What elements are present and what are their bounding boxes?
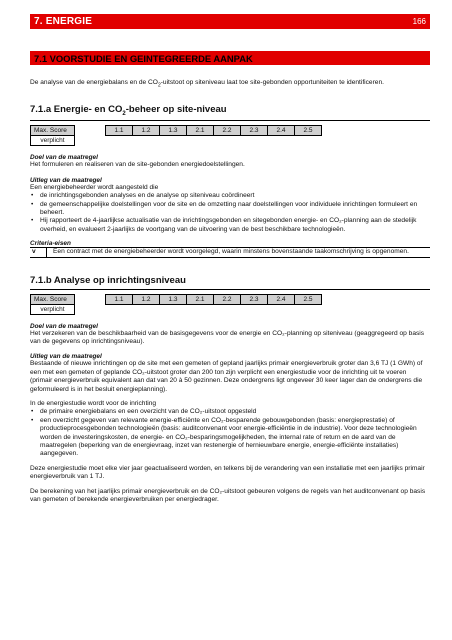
page-number: 166: [412, 17, 426, 26]
doel-label-a: Doel van de maatregel: [30, 154, 98, 162]
code-cell: 2.4: [268, 294, 295, 305]
section-header: [30, 51, 430, 65]
berekening-paragraph: De berekening van het jaarlijks primair energieverbruik en de CO₂-uitstoot gebeuren volgens de regels van het auditconvenant op basis van gemeten of berekende energieverbruiken per energiedrager.: [30, 487, 426, 504]
code-cell: 2.2: [214, 125, 241, 136]
doel-text-b: Het verzekeren van de beschikbaarheid van de basisgegevens voor de energie en CO₂-planning op siteniveau (geaggregeerd op basis van de gegevens op inrichtingsniveau).: [30, 329, 425, 345]
code-cell: 2.5: [295, 125, 322, 136]
max-score-box: [30, 125, 75, 146]
list-item: • een overzicht gegeven van relevante energie-efficiënte en CO₂-besparende gebouwgebonden (basis: energieprestatie) of productieprocesgebonden technologieën (basis: auditconvenant voor energie-efficiëntie in de industrie). Voor deze technologieën worden de investeringskosten, de energie- en CO₂-besparingsmogelijkheden, the internal rate of return en de aard van de maatregelen (beperking van de energievraag, inzet van restenergie of hernieuwbare energie, energie-efficiënte installaties) aangegeven.: [40, 417, 430, 459]
section-title: 7.1 VOORSTUDIE EN GEINTEGREERDE AANPAK: [34, 52, 253, 64]
code-cell: 2.1: [187, 294, 214, 305]
code-cell: 1.1: [105, 294, 133, 305]
code-cells-a: [105, 125, 322, 136]
code-cell: 2.2: [214, 294, 241, 305]
score-table-a: [30, 125, 430, 147]
uitleg-text-b: Bestaande of nieuwe inrichtingen op de site met een gemeten of gepland jaarlijks primair energieverbruik groter dan 3,6 TJ (1 GWh) of een met een gemeten of geplande CO₂-uitstoot groter dan 200 ton zijn verplicht een energiestudie voor de inrichting uit te voeren (primair energieverbruik equivalent aan dat van 20 à 50 gezinnen. Deze ondergrens ligt ongeveer 30 keer lager dan de ondergrens die geformuleerd is in het besluit energieplanning).: [30, 360, 423, 393]
intro-paragraph: [30, 79, 430, 87]
criteria-row: [30, 248, 430, 257]
criteria-text: Een contract met de energiebeheerder wordt voorgelegd, waarin minstens bovenstaande taakomschrijving is opgenomen.: [53, 248, 409, 256]
criteria-mark: v: [30, 248, 47, 256]
max-score-value: verplicht: [30, 305, 75, 315]
subsection-a-title-a: 7.1.a Energie- en CO: [30, 104, 123, 116]
doel-text-a: Het formuleren en realiseren van de site-gebonden energiedoelstellingen.: [30, 161, 245, 169]
chapter-title: 7. ENERGIE: [34, 16, 93, 27]
list-item: • de gemeenschappelijke doelstellingen voor de site en de omzetting naar doelstellingen voor individuele inrichtingen formuleert en beheert.: [40, 201, 430, 218]
actualisatie-paragraph: Deze energiestudie moet elke vier jaar geactualiseerd worden, en telkens bij de verandering van een installatie met een jaarlijks primair energieverbruik van 1 TJ.: [30, 464, 425, 481]
list-item: • de primaire energiebalans en een overzicht van de CO₂-uitstoot opgesteld: [40, 408, 430, 416]
subsection-a-title-sub: 2: [122, 111, 126, 118]
doel-label-b: Doel van de maatregel: [30, 322, 98, 330]
intro-sub: 2: [157, 82, 161, 89]
code-cell: 2.5: [295, 294, 322, 305]
chapter-header: [30, 14, 430, 29]
code-cell: 1.2: [133, 294, 160, 305]
document-page: [30, 14, 430, 504]
score-table-b: [30, 294, 430, 316]
code-cells-b: [105, 294, 322, 305]
code-cell: 1.3: [160, 294, 187, 305]
uitleg-label-a: Uitleg van de maatregel: [30, 176, 102, 184]
code-cell: 2.3: [241, 294, 268, 305]
list-item: • de inrichtingsgebonden analyses en de analyse op siteniveau coördineert: [40, 192, 430, 200]
subsection-a-title: [30, 104, 430, 121]
studie-intro-b: In de energiestudie wordt voor de inrichting: [30, 399, 157, 407]
subsection-a-title-b: -beheer op site-niveau: [125, 104, 227, 116]
max-score-label: Max. Score: [30, 294, 75, 305]
code-cell: 1.2: [133, 125, 160, 136]
uitleg-intro-a: Een energiebeheerder wordt aangesteld die: [30, 183, 159, 191]
max-score-label: Max. Score: [30, 125, 75, 136]
code-cell: 1.3: [160, 125, 187, 136]
bullet-list-a: [30, 192, 430, 234]
code-cell: 1.1: [105, 125, 133, 136]
bullet-list-b: [30, 408, 430, 458]
criteria-label: Criteria-eisen: [30, 240, 430, 248]
uitleg-label-b: Uitleg van de maatregel: [30, 353, 102, 361]
intro-text-b: -uitstoot op siteniveau laat toe site-gebonden opportuniteiten te identificeren.: [160, 79, 384, 86]
max-score-value: verplicht: [30, 136, 75, 146]
max-score-box: [30, 294, 75, 315]
code-cell: 2.3: [241, 125, 268, 136]
list-item: • Hij rapporteert de 4-jaarlijkse actualisatie van de inrichtingsgebonden en sitegebonden energie- en CO₂-planning aan de stedelijk overheid, en evalueert 2-jaarlijks de voortgang van de uitvoering van de best beschikbare technologieën.: [40, 217, 430, 234]
intro-text-a: De analyse van de energiebalans en de CO: [30, 79, 158, 86]
code-cell: 2.1: [187, 125, 214, 136]
code-cell: 2.4: [268, 125, 295, 136]
subsection-b-title: 7.1.b Analyse op inrichtingsniveau: [30, 275, 430, 290]
